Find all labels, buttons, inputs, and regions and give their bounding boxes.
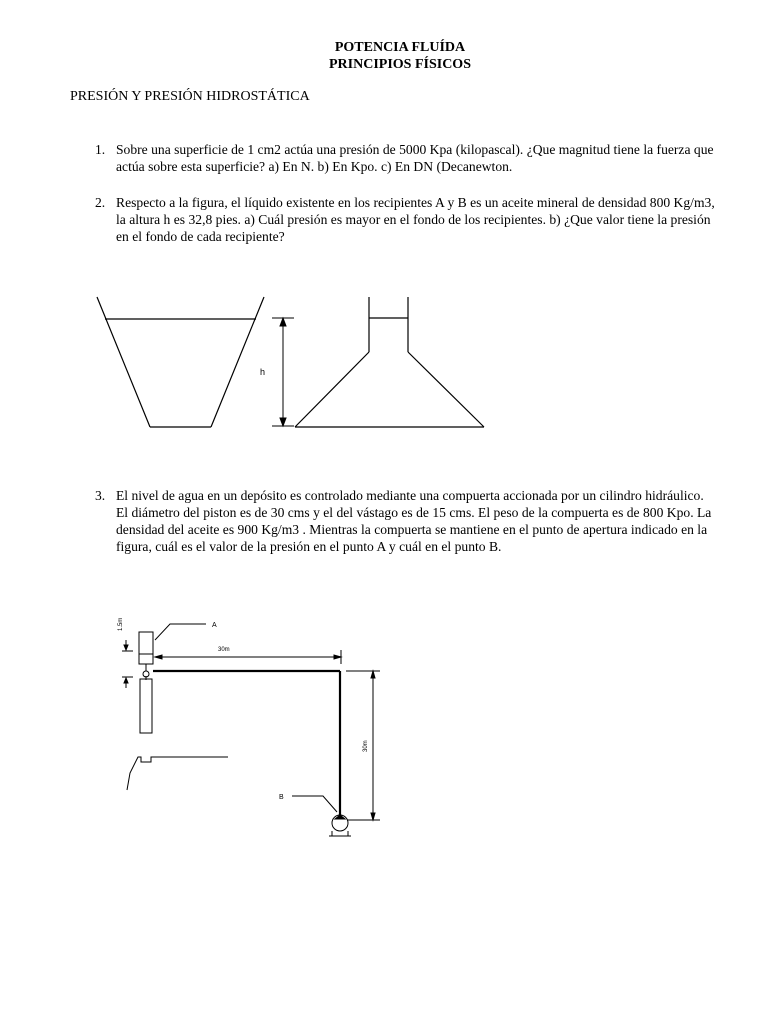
container-a: [97, 297, 264, 427]
figure-hydraulic-gate: [118, 618, 380, 836]
problem-number: 2.: [95, 195, 106, 210]
document-subtitle: PRINCIPIOS FÍSICOS: [329, 57, 471, 72]
point-a-label: A: [212, 622, 217, 629]
point-b-label: B: [279, 794, 284, 801]
dim-horizontal-label: 30m: [218, 647, 230, 653]
hydraulic-cylinder: [139, 632, 153, 654]
section-heading: PRESIÓN Y PRESIÓN HIDROSTÁTICA: [70, 89, 310, 104]
problem-text: Respecto a la figura, el líquido existente en los recipientes A y B es un aceite mineral de densidad 800 Kg/m3, la altura h es 32,8 pies. a) Cuál presión es mayor en el fondo de los recipientes. b) ¿Que valor tiene la presión en el fondo de cada recipiente?: [116, 195, 715, 244]
container-b: [295, 297, 484, 427]
problem-text: El nivel de agua en un depósito es controlado mediante una compuerta accionada por un cilindro hidráulico. El diámetro del piston es de 30 cms y el del vástago es de 15 cms. El peso de la compuerta es de 800 Kpo. La densidad del aceite es 900 Kg/m3 . Mientras la compuerta se mantiene en el punto de apertura indicado en la figura, cuál es el valor de la presión en el punto A y cuál en el punto B.: [116, 488, 712, 554]
problem-number: 1.: [95, 142, 106, 157]
dim-small-label: 1.5m: [118, 617, 124, 631]
gate: [140, 679, 152, 733]
problem-number: 3.: [95, 488, 106, 503]
height-dimension: [272, 318, 294, 426]
document-title: POTENCIA FLUÍDA: [334, 40, 466, 55]
dim-vertical-label: 30m: [363, 740, 369, 752]
problem-text: Sobre una superficie de 1 cm2 actúa una presión de 5000 Kpa (kilopascal). ¿Que magnitud tiene la fuerza que actúa sobre esta superficie? a) En N. b) En Kpo. c) En DN (Decanewton.: [116, 142, 714, 174]
height-label: h: [260, 367, 266, 377]
